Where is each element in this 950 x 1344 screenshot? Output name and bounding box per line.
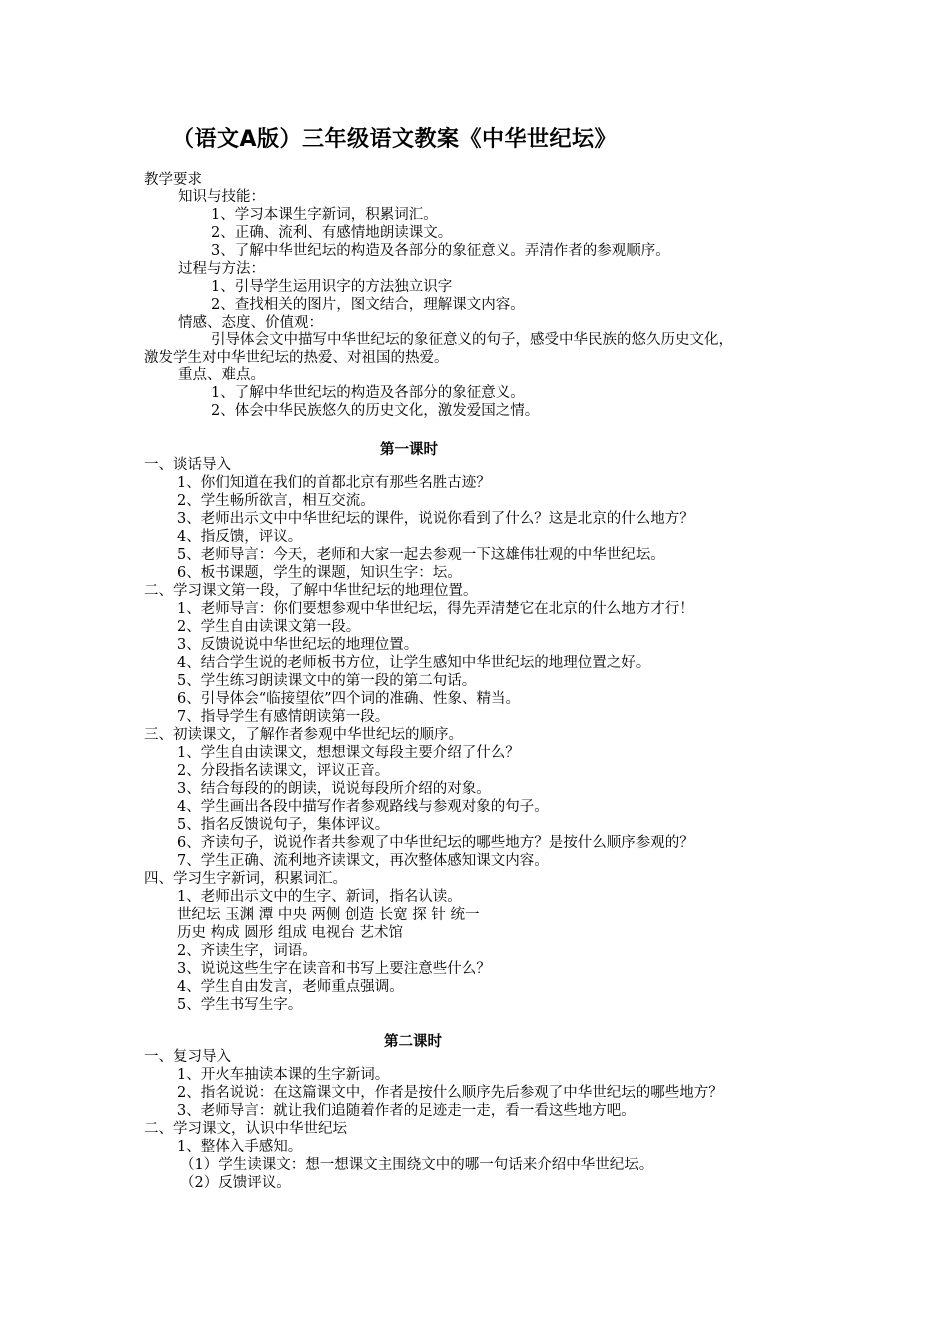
list-item: 7、学生正确、流利地齐读课文，再次整体感知课文内容。 [177,853,549,869]
section-title: 一、谈话导入 [144,457,231,473]
knowledge-label: 知识与技能： [178,189,265,205]
list-item: 5、学生练习朗读课文中的第一段的第二句话。 [177,673,477,689]
key-label: 重点、难点。 [178,367,265,383]
section-title: 一、复习导入 [144,1049,231,1065]
list-item: 5、指名反馈说句子，集体评议。 [177,817,390,833]
list-item: 1、老师导言：你们要想参观中华世纪坛，得先弄清楚它在北京的什么地方才行！ [177,601,694,617]
vocabulary-line: 历史 构成 圆形 组成 电视台 艺术馆 [177,925,404,941]
list-item: 1、学习本课生字新词，积累词汇。 [211,207,438,223]
document-title: （语文A版）三年级语文教案《中华世纪坛》 [172,127,618,152]
paragraph-line: 引导体会文中描写中华世纪坛的象征意义的句子，感受中华民族的悠久历史文化， [211,332,733,348]
vocabulary-line: 世纪坛 玉渊 潭 中央 两侧 创造 长宽 探 针 统一 [177,907,480,923]
emotion-label: 情感、态度、价值观： [178,315,323,331]
requirements-heading: 教学要求 [144,172,202,188]
list-item: 5、老师导言：今天，老师和大家一起去参观一下这雄伟壮观的中华世纪坛。 [177,547,665,563]
lesson2-heading: 第二课时 [384,1034,442,1050]
section-title: 三、初读课文，了解作者参观中华世纪坛的顺序。 [144,727,463,743]
list-item: 3、老师导言：就让我们追随着作者的足迹走一走，看一看这些地方吧。 [177,1103,636,1119]
list-item: 1、你们知道在我们的首都北京有那些名胜古迹？ [177,475,491,491]
list-item: 4、结合学生说的老师板书方位，让学生感知中华世纪坛的地理位置之好。 [177,655,651,671]
lesson1-heading: 第一课时 [380,442,438,458]
list-item: 4、学生画出各段中描写作者参观路线与参观对象的句子。 [177,799,549,815]
list-item: 1、整体入手感知。 [177,1139,303,1155]
paragraph-line: 激发学生对中华世纪坛的热爱、对祖国的热爱。 [144,350,449,366]
list-item: 6、引导体会“临接望依”四个词的准确、性象、精当。 [177,691,521,707]
list-item: 2、体会中华民族悠久的历史文化，激发爱国之情。 [211,403,540,419]
list-item: 1、引导学生运用识字的方法独立识字 [211,279,453,295]
process-label: 过程与方法： [178,261,265,277]
list-item: 2、分段指名读课文，评议正音。 [177,763,390,779]
list-item: 1、学生自由读课文，想想课文每段主要介绍了什么？ [177,745,520,761]
list-item: 2、学生自由读课文第一段。 [177,619,361,635]
list-item: 4、学生自由发言，老师重点强调。 [177,979,404,995]
list-item: 1、开火车抽读本课的生字新词。 [177,1067,390,1083]
sub-item: （1）学生读课文：想一想课文主围绕文中的哪一句话来介绍中华世纪坛。 [180,1157,654,1173]
list-item: 3、说说这些生字在读音和书写上要注意些什么？ [177,961,491,977]
list-item: 1、老师出示文中的生字、新词，指名认读。 [177,889,462,905]
sub-item: （2）反馈评议。 [180,1175,291,1191]
list-item: 3、老师出示文中中华世纪坛的课件，说说你看到了什么？这是北京的什么地方？ [177,511,694,527]
list-item: 5、学生书写生字。 [177,997,303,1013]
section-title: 四、学习生字新词，积累词汇。 [144,871,347,887]
list-item: 3、反馈说说中华世纪坛的地理位置。 [177,637,419,653]
list-item: 2、齐读生字，词语。 [177,943,317,959]
list-item: 3、了解中华世纪坛的构造及各部分的象征意义。弄清作者的参观顺序。 [211,243,670,259]
list-item: 3、结合每段的的朗读，说说每段所介绍的对象。 [177,781,491,797]
list-item: 2、指名说说：在这篇课文中，作者是按什么顺序先后参观了中华世纪坛的哪些地方？ [177,1085,723,1101]
list-item: 2、正确、流利、有感情地朗读课文。 [211,225,453,241]
list-item: 6、齐读句子，说说作者共参观了中华世纪坛的哪些地方？是按什么顺序参观的？ [177,835,694,851]
list-item: 4、指反馈，评议。 [177,529,303,545]
section-title: 二、学习课文，认识中华世纪坛 [144,1121,347,1137]
list-item: 7、指导学生有感情朗读第一段。 [177,709,390,725]
list-item: 2、学生畅所欲言，相互交流。 [177,493,375,509]
list-item: 1、了解中华世纪坛的构造及各部分的象征意义。 [211,385,525,401]
list-item: 2、查找相关的图片，图文结合，理解课文内容。 [211,297,525,313]
section-title: 二、学习课文第一段，了解中华世纪坛的地理位置。 [144,583,478,599]
list-item: 6、板书课题，学生的课题，知识生字：坛。 [177,565,462,581]
